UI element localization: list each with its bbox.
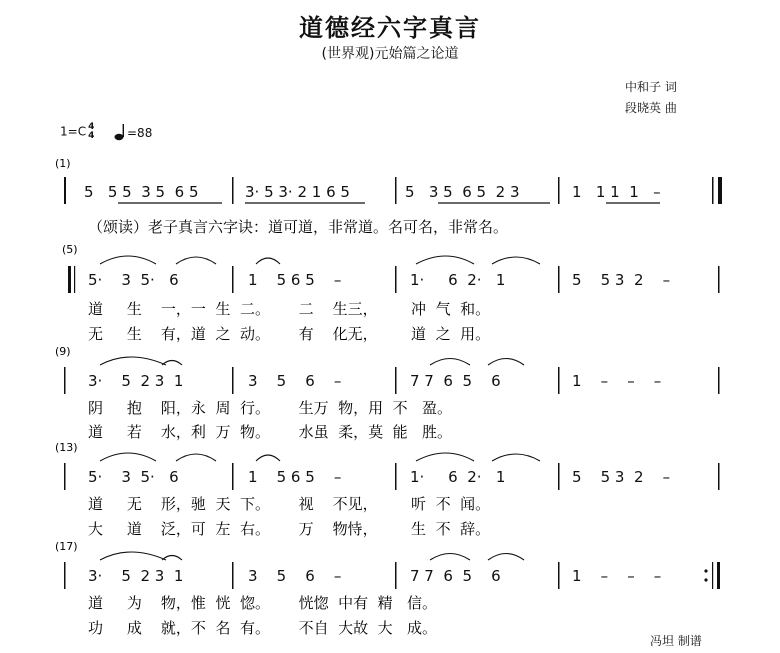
barline xyxy=(712,177,714,204)
measure-15: 1· 6 2· 1 xyxy=(410,468,506,486)
time-top: 4 xyxy=(88,122,95,132)
barline xyxy=(232,562,234,589)
lyric-line-3b: 道 若 水，利 万 物。 水虽 柔，莫 能 胜。 xyxy=(88,423,452,441)
barline xyxy=(232,367,234,394)
barline xyxy=(558,266,560,293)
song-subtitle: (世界观)元始篇之论道 xyxy=(321,46,459,62)
barline xyxy=(395,463,397,490)
line-3 xyxy=(55,345,720,441)
lyric-line-4a: 道 无 形，驰 天 下。 视 不见， 听 不 闻。 xyxy=(88,495,491,513)
barline xyxy=(395,562,397,589)
line-1 xyxy=(55,157,722,236)
line-4 xyxy=(55,441,720,538)
barline xyxy=(558,367,560,394)
lyric-line-3a: 阴 抱 阳，永 周 行。 生万 物，用 不 盈。 xyxy=(88,399,452,417)
measure-number-13: (13) xyxy=(55,441,78,454)
measure-1: 5 5 5 3 5 6 5 xyxy=(84,183,199,201)
measure-3: 5 3 5 6 5 2 3 xyxy=(405,183,520,201)
measure-12: 1 – – – xyxy=(572,372,662,390)
composer-credit: 段晓英 曲 xyxy=(625,101,677,115)
lyric-line-2b: 无 生 有，道 之 动。 有 化无， 道 之 用。 xyxy=(88,325,491,343)
slurs xyxy=(100,256,540,264)
measure-10: 3 5 6 – xyxy=(248,372,342,390)
barline xyxy=(64,562,66,589)
barline xyxy=(558,177,560,204)
measure-14: 1 5 6 5 – xyxy=(248,468,342,486)
lyric-line-1: （颂读）老子真言六字诀：道可道，非常道。名可名，非常名。 xyxy=(88,218,509,236)
time-bottom: 4 xyxy=(88,131,95,141)
repeat-end xyxy=(717,562,720,589)
lyricist-credit: 中和子 词 xyxy=(625,80,677,94)
line-2 xyxy=(62,243,720,343)
barline xyxy=(558,562,560,589)
measure-17: 3· 5 2 3 1 xyxy=(88,567,184,585)
slurs xyxy=(100,453,540,461)
measure-13: 5· 3 5· 6 xyxy=(88,468,179,486)
barline xyxy=(395,367,397,394)
barline xyxy=(64,463,66,490)
barline xyxy=(395,266,397,293)
measure-20: 1 – – – xyxy=(572,567,662,585)
repeat-end-thin xyxy=(712,562,713,589)
barline xyxy=(558,463,560,490)
measure-4: 1 1 1 1 – xyxy=(572,183,661,201)
tempo-value: =88 xyxy=(127,126,153,140)
final-barline xyxy=(718,177,722,204)
lyric-line-5a: 道 为 物，惟 恍 惚。 恍惚 中有 精 信。 xyxy=(88,594,437,612)
measure-9: 3· 5 2 3 1 xyxy=(88,372,184,390)
barline xyxy=(232,463,234,490)
barline xyxy=(232,266,234,293)
measure-5: 5· 3 5· 6 xyxy=(88,271,179,289)
measure-8: 5 5 3 2 – xyxy=(572,271,671,289)
barline xyxy=(718,367,720,394)
measure-19: 7 7 6 5 6 xyxy=(410,567,501,585)
measure-6: 1 5 6 5 – xyxy=(248,271,342,289)
slurs xyxy=(100,357,524,365)
barline xyxy=(64,177,66,204)
measure-number-9: (9) xyxy=(55,345,71,358)
slurs xyxy=(100,552,524,560)
measure-11: 7 7 6 5 6 xyxy=(410,372,501,390)
barline xyxy=(395,177,397,204)
line-5 xyxy=(55,540,720,637)
measure-number-17: (17) xyxy=(55,540,78,553)
key-label: 1=C xyxy=(60,124,87,139)
repeat-start-thin xyxy=(74,266,75,293)
barline xyxy=(64,367,66,394)
measure-7: 1· 6 2· 1 xyxy=(410,271,506,289)
measure-16: 5 5 3 2 – xyxy=(572,468,671,486)
lyric-line-5b: 功 成 就，不 名 有。 不自 大故 大 成。 xyxy=(88,619,437,637)
repeat-start xyxy=(68,266,71,293)
barline xyxy=(718,463,720,490)
measure-number-5: (5) xyxy=(62,243,78,256)
lyric-line-4b: 大 道 泛，可 左 右。 万 物恃， 生 不 辞。 xyxy=(88,520,491,538)
repeat-dot xyxy=(704,578,707,581)
footer-credit: 冯坦 制谱 xyxy=(650,634,702,648)
lyric-line-2a: 道 生 一，一 生 二。 二 生三， 冲 气 和。 xyxy=(88,300,491,318)
measure-number-1: (1) xyxy=(55,157,71,170)
song-title: 道德经六字真言 xyxy=(299,14,481,42)
barline xyxy=(232,177,234,204)
repeat-dot xyxy=(704,569,707,572)
measure-2: 3· 5 3· 2 1 6 5 xyxy=(245,183,350,201)
barline xyxy=(718,266,720,293)
measure-18: 3 5 6 – xyxy=(248,567,342,585)
